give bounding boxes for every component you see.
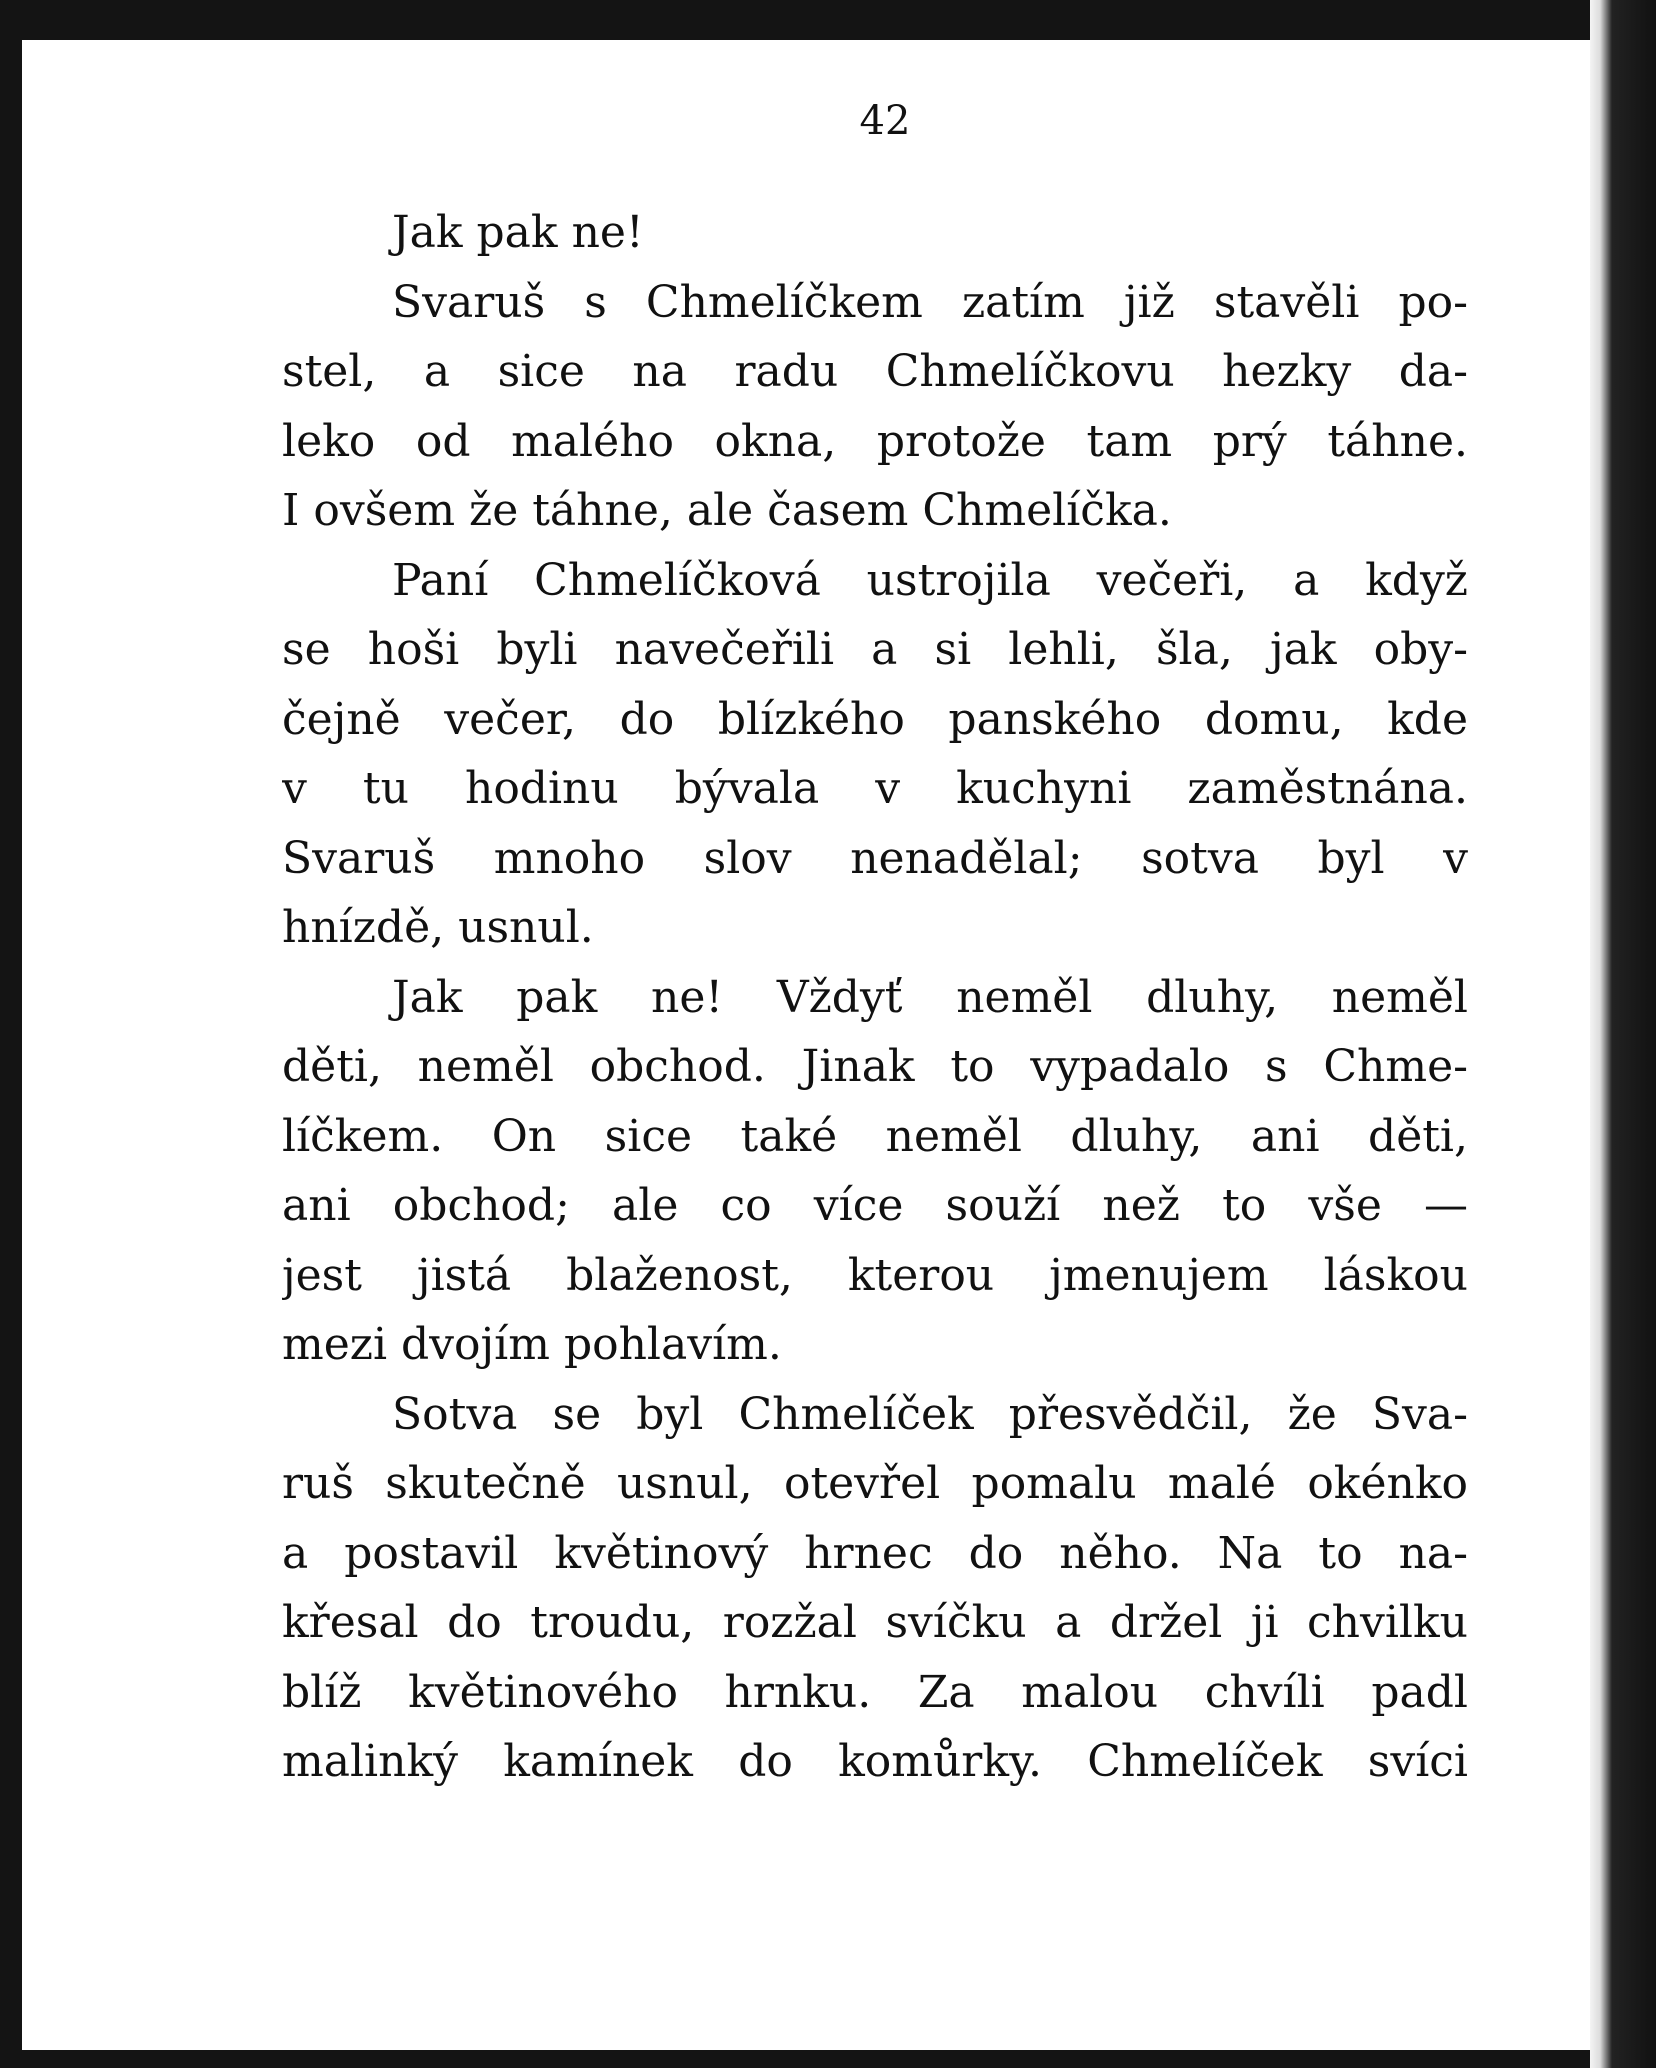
text-line: Paní Chmelíčková ustrojila večeři, a když — [392, 554, 1468, 606]
text-line: v tu hodinu bývala v kuchyni zaměstnána. — [282, 763, 1468, 814]
text-line: I ovšem že táhne, ale časem Chmelíčka. — [282, 485, 1172, 536]
page-number: 42 — [859, 98, 911, 144]
text-line: mezi dvojím pohlavím. — [282, 1319, 782, 1370]
text-line: Jak pak ne! — [392, 207, 644, 258]
book-spine-edge — [1590, 0, 1656, 2068]
text-line: Svaruš s Chmelíčkem zatím již stavěli po- — [392, 276, 1468, 328]
text-line: děti, neměl obchod. Jinak to vypadalo s Chme- — [282, 1041, 1468, 1092]
text-line: malinký kamínek do komůrky. Chmelíček svíci — [282, 1736, 1468, 1787]
text-line: ani obchod; ale co více souží než to vše — — [282, 1180, 1468, 1231]
text-line: Svaruš mnoho slov nenadělal; sotva byl v — [282, 832, 1468, 884]
text-line: leko od malého okna, protože tam prý táhne. — [282, 415, 1468, 467]
text-line: Jak pak ne! Vždyť neměl dluhy, neměl — [392, 971, 1468, 1023]
text-line: ruš skutečně usnul, otevřel pomalu malé okénko — [282, 1458, 1468, 1509]
text-line: čejně večer, do blízkého panského domu, kde — [282, 693, 1468, 745]
body-text — [282, 198, 1468, 1797]
text-line: a postavil květinový hrnec do něho. Na to na- — [282, 1527, 1468, 1579]
text-line: jest jistá blaženost, kterou jmenujem láskou — [282, 1249, 1468, 1301]
text-line: se hoši byli navečeřili a si lehli, šla, jak oby- — [282, 624, 1468, 675]
text-line: stel, a sice na radu Chmelíčkovu hezky da- — [282, 346, 1468, 397]
text-line: líčkem. On sice také neměl dluhy, ani děti, — [282, 1110, 1468, 1162]
text-line: hnízdě, usnul. — [282, 902, 594, 953]
text-line: blíž květinového hrnku. Za malou chvíli padl — [282, 1666, 1468, 1718]
text-line: křesal do troudu, rozžal svíčku a držel ji chvilku — [282, 1597, 1468, 1648]
text-line: Sotva se byl Chmelíček přesvědčil, že Sva- — [392, 1388, 1468, 1440]
